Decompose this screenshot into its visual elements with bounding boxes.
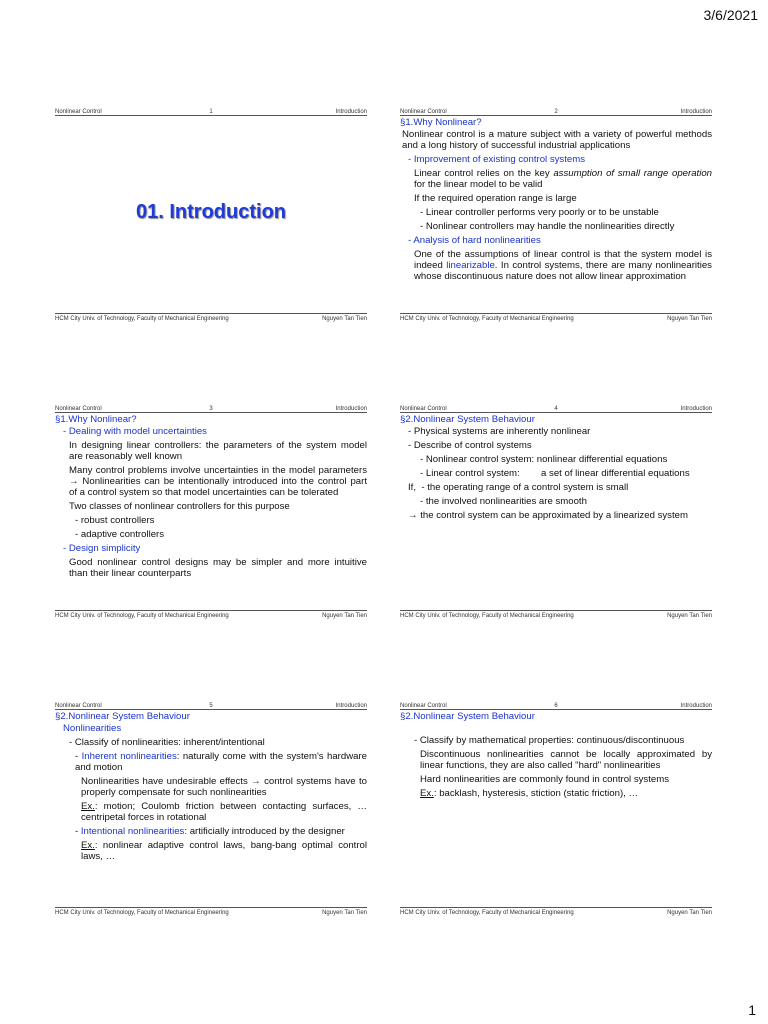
example	[400, 788, 712, 799]
slide-header	[55, 402, 367, 413]
footer-institution: HCM City Univ. of Technology, Faculty of Mechanical Engineering	[55, 910, 229, 916]
footer-institution: HCM City Univ. of Technology, Faculty of Mechanical Engineering	[400, 910, 574, 916]
paragraph: Hard nonlinearities are commonly found in control systems	[420, 774, 670, 785]
paragraph: If the required operation range is large	[414, 193, 577, 204]
footer-author: Nguyen Tan Tien	[322, 910, 367, 916]
paragraph: Nonlinearities have undesirable effects → control systems have to properly compensate for such nonlinearities	[81, 776, 367, 798]
slide-6	[400, 699, 712, 919]
bullet-item: - robust controllers	[75, 515, 155, 526]
slide-number: 4	[554, 406, 558, 412]
header-chapter: Introduction	[335, 406, 367, 412]
slide-number: 6	[554, 703, 558, 709]
text: : artificially introduced by the designer	[184, 826, 345, 837]
header-course: Nonlinear Control	[400, 109, 447, 115]
subheading: Nonlinearities	[63, 723, 122, 734]
footer-author: Nguyen Tan Tien	[322, 613, 367, 619]
list-item: - Physical systems are inherently nonlinear	[408, 426, 591, 437]
example	[55, 801, 367, 823]
paragraph: In designing linear controllers: the parameters of the system model are reasonably well known	[69, 440, 367, 462]
list-item: - Describe of control systems	[408, 440, 532, 451]
list-item: - Classify of nonlinearities: inherent/intentional	[69, 737, 265, 748]
subheading: - Improvement of existing control systems	[408, 154, 586, 165]
example	[55, 840, 367, 862]
footer-author: Nguyen Tan Tien	[667, 316, 712, 322]
footer-institution: HCM City Univ. of Technology, Faculty of Mechanical Engineering	[55, 613, 229, 619]
bullet-dash: -	[75, 826, 81, 837]
text: : backlash, hysteresis, stiction (static friction), …	[433, 788, 639, 799]
paragraph: Good nonlinear control designs may be simpler and more intuitive than their linear counterparts	[69, 557, 367, 579]
paragraph	[400, 249, 712, 282]
slide-content	[400, 117, 712, 311]
section-heading: §2.Nonlinear System Behaviour	[400, 414, 535, 425]
header-course: Nonlinear Control	[400, 406, 447, 412]
slide-4	[400, 402, 712, 622]
header-chapter: Introduction	[335, 703, 367, 709]
header-course: Nonlinear Control	[55, 703, 102, 709]
text: . In control systems, there are many nonlinearities whose discontinuous nature does not allow linear approximation	[414, 260, 712, 282]
paragraph	[400, 168, 712, 190]
text: : nonlinear adaptive control laws, bang-bang optimal control laws, …	[81, 840, 367, 862]
slide-3	[55, 402, 367, 622]
paragraph: Many control problems involve uncertainties in the model parameters → Nonlinearities can be intentionally introduced into the control part of a control system so that model uncertainties can be tolerated	[69, 465, 367, 498]
bullet-item	[55, 751, 367, 773]
page-date: 3/6/2021	[703, 7, 758, 23]
slide-content	[400, 711, 712, 905]
slide-number: 3	[209, 406, 213, 412]
slide-2	[400, 105, 712, 325]
header-chapter: Introduction	[680, 406, 712, 412]
slide-number: 2	[554, 109, 558, 115]
chapter-title: 01. Introduction	[136, 201, 286, 223]
example-label: Ex.	[420, 788, 434, 799]
list-item: - Classify by mathematical properties: continuous/discontinuous	[414, 735, 685, 746]
subheading: - Analysis of hard nonlinearities	[408, 235, 541, 246]
footer-author: Nguyen Tan Tien	[667, 613, 712, 619]
slide-footer	[55, 313, 367, 324]
text: : motion; Coulomb friction between contacting surfaces, …centripetal forces in rotational	[81, 801, 367, 823]
bullet-item: - adaptive controllers	[75, 529, 165, 540]
emphasis: assumption of small range operation	[553, 168, 712, 179]
slide-footer	[55, 610, 367, 621]
header-course: Nonlinear Control	[55, 406, 102, 412]
slide-5	[55, 699, 367, 919]
slide-footer	[400, 313, 712, 324]
text: : naturally come with the system's hardware and motion	[75, 751, 367, 773]
bullet-item: - Linear control system: a set of linear differential equations	[420, 468, 690, 479]
footer-institution: HCM City Univ. of Technology, Faculty of Mechanical Engineering	[400, 613, 574, 619]
slide-header	[400, 699, 712, 710]
footer-institution: HCM City Univ. of Technology, Faculty of Mechanical Engineering	[400, 316, 574, 322]
header-chapter: Introduction	[680, 109, 712, 115]
slide-content	[55, 711, 367, 905]
example-label: Ex.	[81, 840, 95, 851]
footer-author: Nguyen Tan Tien	[322, 316, 367, 322]
section-heading: §1.Why Nonlinear?	[400, 117, 482, 128]
slide-1	[55, 105, 367, 325]
section-heading: §2.Nonlinear System Behaviour	[400, 711, 535, 722]
text: for the linear model to be valid	[414, 179, 543, 190]
text: One of the assumptions of linear control is that the system model is indeed	[414, 249, 712, 271]
paragraph: Discontinuous nonlinearities cannot be locally approximated by linear functions, they are also called "hard" nonlinearities	[420, 749, 712, 771]
header-course: Nonlinear Control	[55, 109, 102, 115]
bullet-item	[55, 826, 367, 837]
bullet-item: - Nonlinear control system: nonlinear differential equations	[420, 454, 668, 465]
footer-author: Nguyen Tan Tien	[667, 910, 712, 916]
intro-paragraph: Nonlinear control is a mature subject with a variety of powerful methods and a long history of successful industrial applications	[402, 129, 712, 151]
paragraph: Two classes of nonlinear controllers for this purpose	[69, 501, 290, 512]
slide-content	[55, 414, 367, 608]
example-label: Ex.	[81, 801, 95, 812]
slide-header	[400, 402, 712, 413]
highlight-term: linearizable	[446, 260, 495, 271]
bullet-dash: -	[75, 751, 82, 762]
bullet-item: - Linear controller performs very poorly or to be unstable	[420, 207, 659, 218]
slide-number: 1	[209, 109, 213, 115]
subheading: - Design simplicity	[63, 543, 141, 554]
term: Intentional nonlinearities	[80, 826, 185, 837]
text: Linear control relies on the key	[414, 168, 554, 179]
slide-footer	[400, 907, 712, 918]
conclusion: → the control system can be approximated by a linearized system	[408, 510, 688, 521]
slide-header	[55, 699, 367, 710]
condition-item: If, - the operating range of a control system is small	[408, 482, 629, 493]
slide-header	[400, 105, 712, 116]
page-number: 1	[748, 1002, 756, 1018]
slide-content	[400, 414, 712, 608]
condition-item: - the involved nonlinearities are smooth	[420, 496, 587, 507]
footer-institution: HCM City Univ. of Technology, Faculty of Mechanical Engineering	[55, 316, 229, 322]
slide-number: 5	[209, 703, 213, 709]
subheading: - Dealing with model uncertainties	[63, 426, 207, 437]
term: Inherent nonlinearities	[81, 751, 177, 762]
header-chapter: Introduction	[335, 109, 367, 115]
bullet-item: - Nonlinear controllers may handle the nonlinearities directly	[420, 221, 675, 232]
header-chapter: Introduction	[680, 703, 712, 709]
slide-footer	[400, 610, 712, 621]
section-heading: §2.Nonlinear System Behaviour	[55, 711, 190, 722]
slide-footer	[55, 907, 367, 918]
section-heading: §1.Why Nonlinear?	[55, 414, 137, 425]
slide-header	[55, 105, 367, 116]
header-course: Nonlinear Control	[400, 703, 447, 709]
